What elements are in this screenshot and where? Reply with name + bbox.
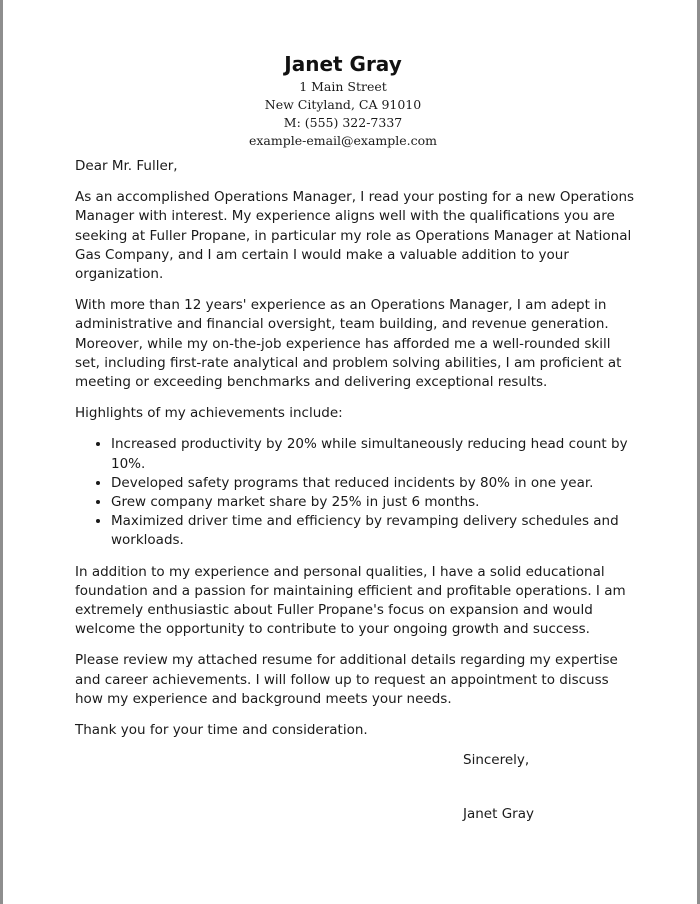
achievement-item: • Maximized driver time and efficiency by revamping delivery schedules and workloads. [111,512,635,550]
sender-email: example-email@example.com [248,133,438,148]
achievements-list [75,435,635,550]
sender-phone: M: (555) 322-7337 [283,115,403,130]
signer-name: Janet Gray [463,806,534,823]
letter-header [63,50,623,150]
sender-city-line: New Cityland, CA 91010 [264,97,422,112]
experience-paragraph: With more than 12 years' experience as an Operations Manager, I am adept in administrative and financial oversight, team building, and revenue generation. Moreover, while my on-the-job experience has afforded me a well-rounded skill set, including first-rate analytical and problem solving abilities, I am proficient at meeting or exceeding benchmarks and delivering exceptional results. [75,297,622,391]
cover-letter [75,50,635,825]
valediction: Sincerely, [463,752,530,769]
sender-street: 1 Main Street [299,79,387,94]
salutation: Dear Mr. Fuller, [75,158,178,174]
achievement-item: • Grew company market share by 25% in just 6 months. [111,493,635,512]
thanks-paragraph: Thank you for your time and consideration. [75,722,368,739]
intro-paragraph: As an accomplished Operations Manager, I read your posting for a new Operations Manager with interest. My experience aligns well with the qualifications you are seeking at Fuller Propane, in particular my role as Operations Manager at National Gas Company, and I am certain I would make a valuable addition to your organization. [75,189,635,283]
sender-name: Janet Gray [284,52,402,76]
education-paragraph: In addition to my experience and personal qualities, I have a solid educational foundation and a passion for maintaining efficient and profitable operations. I am extremely enthusiastic about Fuller Propane's focus on expansion and would welcome the opportunity to contribute to your ongoing growth and success. [75,563,626,638]
highlights-intro: Highlights of my achievements include: [75,405,343,422]
review-paragraph: Please review my attached resume for additional details regarding my expertise and career achievements. I will follow up to request an appointment to discuss how my experience and background meets your needs. [75,652,618,707]
achievement-item: • Developed safety programs that reduced incidents by 80% in one year. [111,474,635,493]
achievement-item: • Increased productivity by 20% while simultaneously reducing head count by 10%. [111,435,635,473]
